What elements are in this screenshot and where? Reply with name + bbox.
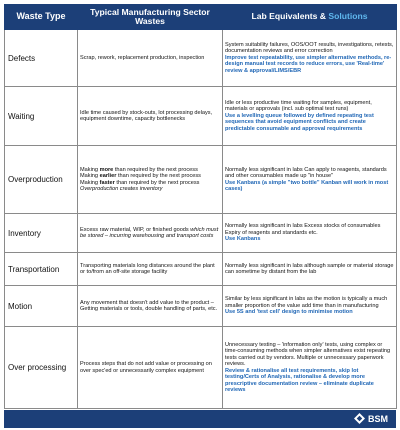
header-lab bbox=[223, 5, 397, 30]
mfg-line-earlier: Making earlier than required by the next process bbox=[80, 173, 201, 179]
mfg-line-faster: Making faster than required by the next process bbox=[80, 179, 200, 186]
bsm-logo-icon bbox=[354, 413, 365, 424]
mfg-cell: Scrap, rework, replacement production, inspection bbox=[78, 30, 223, 87]
waste-type-cell: Defects bbox=[5, 30, 78, 87]
waste-type-cell: Inventory bbox=[5, 214, 78, 253]
lab-cell bbox=[223, 87, 397, 146]
bsm-logo bbox=[354, 413, 388, 424]
lab-text: System suitability failures, OOS/OOT results, investigations, retests, documentation reviews and error correction bbox=[225, 41, 394, 55]
table-row bbox=[5, 146, 397, 214]
footer-bar bbox=[4, 410, 396, 428]
mfg-italic-note: Overproduction creates inventory bbox=[80, 186, 163, 192]
lab-cell bbox=[223, 30, 397, 87]
table-row bbox=[5, 253, 397, 286]
lab-solution: Use 5S and 'test cell' design to minimise motion bbox=[225, 309, 353, 316]
lab-cell bbox=[223, 327, 397, 409]
table-row bbox=[5, 286, 397, 327]
waste-type-cell: Transportation bbox=[5, 253, 78, 286]
header-lab-text: Lab Equivalents & bbox=[251, 11, 329, 22]
bsm-logo-text: BSM bbox=[368, 413, 388, 424]
mfg-text: Excess raw material, WIP, or finished goods bbox=[80, 226, 191, 233]
waste-type-cell: Waiting bbox=[5, 87, 78, 146]
mfg-italic-note: which must be stored – incurring warehousing and transport costs bbox=[80, 226, 219, 239]
header-row bbox=[5, 5, 397, 30]
header-waste-type: Waste Type bbox=[5, 5, 78, 30]
lab-cell bbox=[223, 253, 397, 286]
waste-type-cell: Motion bbox=[5, 286, 78, 327]
mfg-cell: Any movement that doesn't add value to the product – Getting materials or tools, double handling of parts, etc. bbox=[78, 286, 223, 327]
lab-cell bbox=[223, 214, 397, 253]
table-row bbox=[5, 87, 397, 146]
mfg-cell bbox=[78, 146, 223, 214]
lab-text: Normally less significant in labs Excess stocks of consumables Expiry of reagents and standards etc. bbox=[225, 223, 381, 236]
lab-solution: Review & rationalise all test requirements, skip lot testing/Certs of Analysis, rationalise & develop more prescriptive documentation review – eliminate duplicate reviews bbox=[225, 367, 374, 393]
lab-cell bbox=[223, 286, 397, 327]
lab-solution: Use Kanbans bbox=[225, 236, 261, 243]
header-mfg: Typical Manufacturing Sector Wastes bbox=[78, 5, 223, 30]
lab-solution: Use Kanbans (a simple "two bottle" Kanban will work in most cases) bbox=[225, 179, 389, 192]
mfg-cell: Idle time caused by stock-outs, lot processing delays, equipment downtime, capacity bottlenecks bbox=[78, 87, 223, 146]
lab-cell bbox=[223, 146, 397, 214]
lab-text: Normally less significant in labs Can apply to reagents, standards and other consumables made up "in house" bbox=[225, 166, 387, 179]
table-row bbox=[5, 30, 397, 87]
lab-solution: Improve test repeatability, use simpler alternative methods, re-design manual test records to reduce errors, use 'Real-time' review & approval/LIMS/EBR bbox=[225, 54, 392, 74]
table-row bbox=[5, 214, 397, 253]
waste-type-cell: Over processing bbox=[5, 327, 78, 409]
mfg-cell bbox=[78, 214, 223, 253]
lab-text: Unnecessary testing – 'information only' tests, using complex or time-consuming methods when simpler alternatives exist repeating tests carried out by vendors. Multiple or unnecessary paperwork reviews. bbox=[225, 341, 391, 367]
waste-table bbox=[4, 4, 397, 409]
mfg-line-more: Making more than required by the next process bbox=[80, 166, 198, 173]
header-lab-accent: Solutions bbox=[328, 11, 368, 22]
lab-text: Similar by less significant in labs as the motion is typically a much smaller proportion of the value add time than in manufacturing bbox=[225, 296, 388, 309]
lab-text: Normally less significant in labs although sample or material storage can sometime by distant from the lab bbox=[225, 262, 394, 275]
waste-type-cell: Overproduction bbox=[5, 146, 78, 214]
lab-solution: Use a levelling queue followed by defined repeating test sequences that avoid equipment conflicts and create predictable consumable and approval requirements bbox=[225, 112, 374, 132]
lab-text: Idle or less productive time waiting for samples, equipment, materials or approvals (incl. sub optimal test runs) bbox=[225, 99, 372, 113]
table-row bbox=[5, 327, 397, 409]
mfg-cell: Process steps that do not add value or processing on over spec'ed or unnecessarily complex equipment bbox=[78, 327, 223, 409]
mfg-cell: Transporting materials long distances around the plant or to/from an off-site storage facility bbox=[78, 253, 223, 286]
